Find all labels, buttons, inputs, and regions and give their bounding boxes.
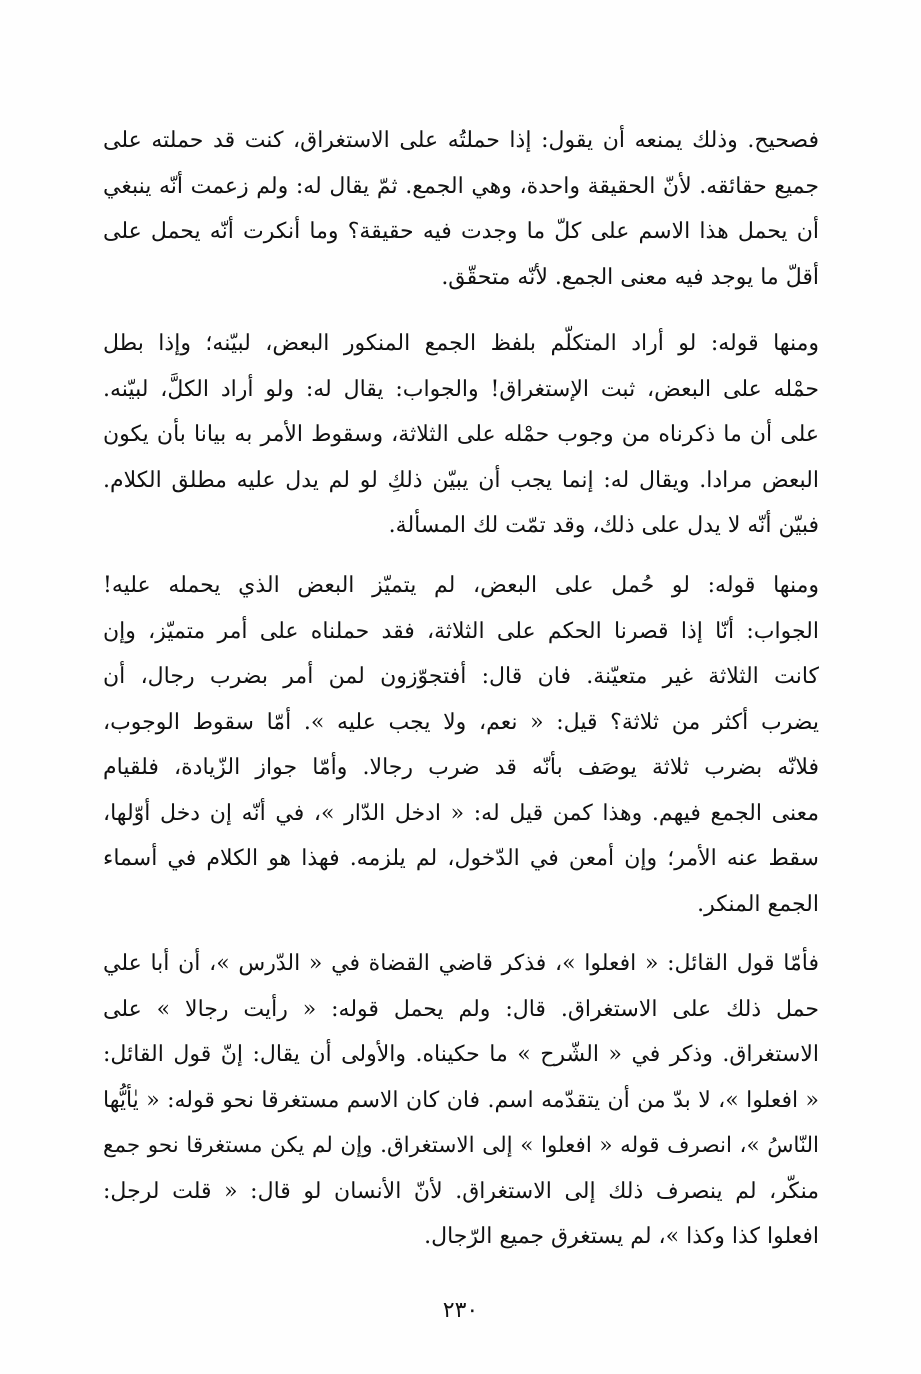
text-line: ومنها قوله: لو أراد المتكلّم بلفظ الجمع المنكور البعض، لبيّنه؛ وإذا بطل	[103, 331, 819, 356]
text-line: الجواب: أنّا إذا قصرنا الحكم على الثلاثة، فقد حملناه على أمر متميّز، وإن	[103, 618, 819, 644]
page-number: ٢٣٠	[442, 1298, 479, 1323]
text-line: فصحيح. وذلك يمنعه أن يقول: إذا حملتُه على الاستغراق، كنت قد حملته على	[103, 128, 819, 153]
text-line: معنى الجمع فيهم. وهذا كمن قيل له: « ادخل الدّار »، في أنّه إن دخل أوّلها،	[103, 800, 819, 826]
text-line: كانت الثلاثة غير متعيّنة. فان قال: أفتجوّزون لمن أمر بضرب رجال، أن	[103, 664, 819, 689]
text-line: على أن ما ذكرناه من وجوب حمْله على الثلاثة، وسقوط الأمر به بيانا بأن يكون	[103, 422, 819, 447]
text-line: فلانّه بضرب ثلاثة يوصَف بأنّه قد ضرب رجالا. وأمّا جواز الزّيادة، فلقيام	[103, 755, 819, 780]
text-line: فبيّن أنّه لا يدل على ذلك، وقد تمّت لك المسألة.	[388, 513, 819, 538]
text-line: أن يحمل هذا الاسم على كلّ ما وجدت فيه حقيقة؟ وما أنكرت أنّه يحمل على	[103, 219, 819, 244]
text-line: يضرب أكثر من ثلاثة؟ قيل: « نعم، ولا يجب عليه ». أمّا سقوط الوجوب،	[103, 709, 819, 735]
paragraph-2	[103, 321, 819, 549]
text-line: « افعلوا »، لا بدّ من أن يتقدّمه اسم. فان كان الاسم مستغرقا نحو قوله: « يٰأيُّها	[103, 1087, 819, 1113]
text-line: حمل ذلك على الاستغراق. قال: ولم يحمل قوله: « رأيت رجالا » على	[103, 996, 819, 1022]
text-line: جميع حقائقه. لأنّ الحقيقة واحدة، وهي الجمع. ثمّ يقال له: ولم زعمت أنّه ينبغي	[103, 173, 819, 199]
text-line: فأمّا قول القائل: « افعلوا »، فذكر قاضي القضاة في « الدّرس »، أن أبا علي	[103, 951, 819, 976]
paragraph-1	[103, 118, 819, 300]
text-line: البعض مرادا. ويقال له: إنما يجب أن يبيّن ذلكِ لو لم يدل عليه مطلق الكلام.	[103, 467, 819, 493]
paragraph-4	[103, 941, 819, 1260]
text-line: النّاسُ »، انصرف قوله « افعلوا » إلى الاستغراق. وإن لم يكن مستغرقا نحو جمع	[103, 1133, 819, 1158]
text-line: الاستغراق. وذكر في « الشّرح » ما حكيناه. والأولى أن يقال: إنّ قول القائل:	[103, 1042, 819, 1067]
text-line: حمْله على البعض، ثبت الإستغراق! والجواب: يقال له: ولو أراد الكلَّ، لبيّنه.	[103, 376, 819, 402]
text-line: افعلوا كذا وكذا »، لم يستغرق جميع الرّجال.	[424, 1224, 819, 1249]
text-line: الجمع المنكر.	[697, 891, 819, 917]
text-line: ومنها قوله: لو حُمل على البعض، لم يتميّز البعض الذي يحمله عليه!	[103, 573, 819, 598]
text-line: سقط عنه الأمر؛ وإن أمعن في الدّخول، لم يلزمه. فهذا هو الكلام في أسماء	[103, 846, 819, 871]
text-line: أقلّ ما يوجد فيه معنى الجمع. لأنّه متحقّق.	[441, 264, 819, 290]
text-line: منكّر، لم ينصرف ذلك إلى الاستغراق. لأنّ الأنسان لو قال: « قلت لرجل:	[103, 1178, 819, 1204]
paragraph-3	[103, 563, 819, 927]
